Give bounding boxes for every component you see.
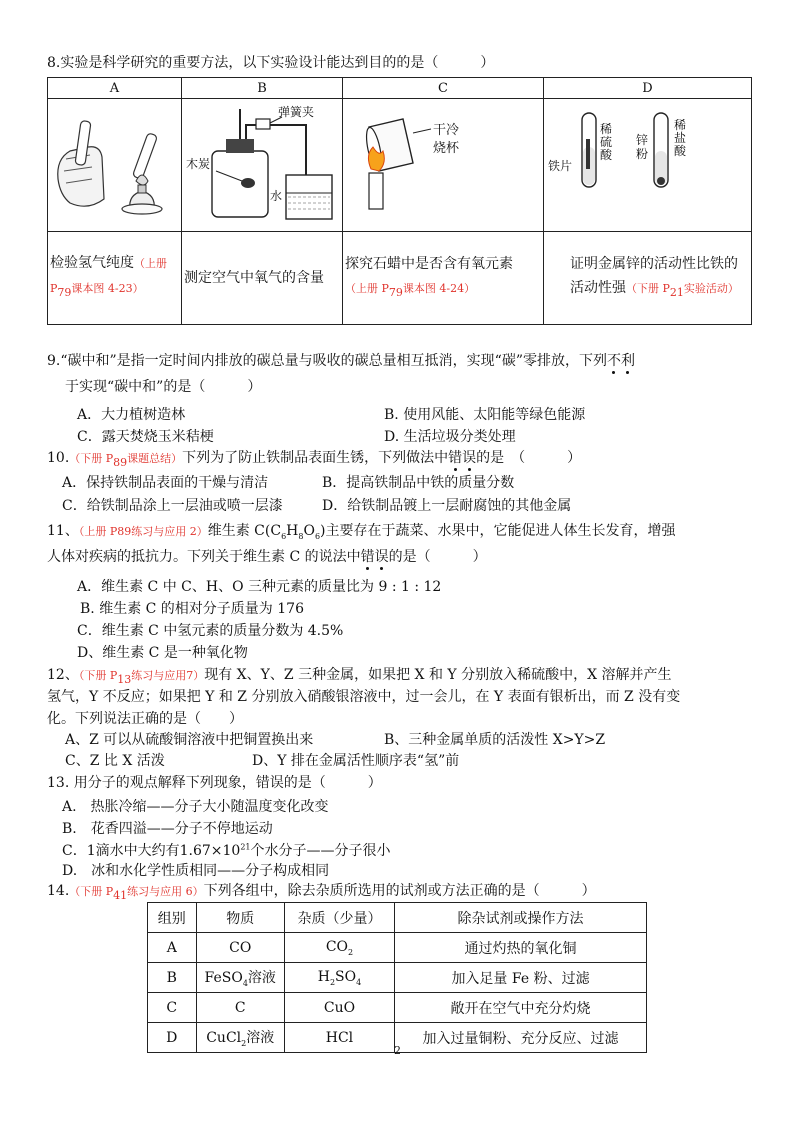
q8-c-ref-sub: 79 bbox=[388, 285, 403, 299]
q9-option-c: C．露天焚烧玉米秸梗 bbox=[77, 429, 214, 445]
q14-row-b-group: B bbox=[148, 963, 197, 993]
q8-a-ref-3: 课本图 4-23） bbox=[71, 282, 144, 296]
q14-row-b-impurity bbox=[284, 963, 394, 993]
q12-option-d: D、Y 排在金属活性顺序表“氢”前 bbox=[252, 753, 460, 769]
q11-ref: （上册 P89练习与应用 2） bbox=[78, 525, 208, 538]
q14-row-d-group: D bbox=[148, 1023, 197, 1053]
q12-stem-1: 现有 X、Y、Z 三种金属，如果把 X 和 Y 分别放入稀硫酸中，X 溶解并产生 bbox=[204, 667, 672, 683]
q14-row-b-substance-2: 溶液 bbox=[247, 970, 276, 987]
q8-option-b bbox=[182, 232, 343, 325]
q14-row-b-substance bbox=[196, 963, 284, 993]
q14-row-b-substance-sub: 4 bbox=[242, 978, 248, 988]
q9-option-d: D. 生活垃圾分类处理 bbox=[384, 429, 516, 445]
zn-char-2: 粉 bbox=[636, 147, 649, 161]
q14-row-b-method: 加入足量 Fe 粉、过滤 bbox=[395, 963, 647, 993]
q8-img-c bbox=[343, 99, 544, 232]
q14-row-c-impurity: CuO bbox=[284, 993, 394, 1023]
q10-option-a: A．保持铁制品表面的干燥与清洁 bbox=[62, 475, 269, 491]
q14-stem-text: 下列各组中，除去杂质所选用的试剂或方法正确的是（ ） bbox=[203, 883, 596, 899]
q14-row-a-group: A bbox=[148, 933, 197, 963]
q11-formula-sub-2: 8 bbox=[298, 531, 304, 541]
q11-number: 11、 bbox=[47, 523, 79, 539]
q12-option-b: B、三种金属单质的活泼性 X>Y>Z bbox=[384, 732, 606, 748]
q11-stem-3b: 的是（ ） bbox=[388, 549, 487, 565]
q9-option-b: B. 使用风能、太阳能等绿色能源 bbox=[384, 407, 586, 423]
q8-col-a: A bbox=[48, 78, 182, 99]
q12-option-c: C、Z 比 X 活泼 bbox=[65, 753, 165, 769]
q14-row-a-impurity-sub: 2 bbox=[348, 947, 354, 957]
q8-d-text: 证明金属锌的活动性比铁的活动性强 bbox=[570, 255, 738, 296]
q11-formula-sub-3: 6 bbox=[314, 531, 321, 541]
q9-stem-line1 bbox=[47, 350, 635, 370]
q11-formula-sub-1: 6 bbox=[281, 531, 287, 541]
q8-a-ref-1: （上册 bbox=[134, 257, 167, 271]
q14-row-d-substance-1: CuCl bbox=[206, 1030, 242, 1047]
q8-d-ref-1: （下册 P bbox=[626, 281, 670, 295]
zn-char-1: 锌 bbox=[636, 133, 649, 147]
q8-img-a bbox=[48, 99, 182, 232]
q8-c-text: 探究石蜡中是否含有氧元素 bbox=[345, 255, 513, 272]
q8-a-text: 检验氢气纯度 bbox=[50, 255, 134, 272]
q14-ref-2: 练习与应用 6） bbox=[127, 885, 204, 898]
q11-emph-2: 误 bbox=[374, 549, 389, 565]
q12-stem-line3: 化。下列说法正确的是（ ） bbox=[47, 711, 243, 727]
q9-option-a: A．大力植树造林 bbox=[77, 407, 186, 423]
acid2-char-1: 稀 bbox=[674, 118, 687, 132]
q10-ref-1: （下册 P bbox=[69, 452, 114, 465]
q8-col-d: D bbox=[544, 78, 752, 99]
q10-option-c: C．给铁制品涂上一层油或喷一层漆 bbox=[62, 498, 283, 514]
acid1-char-1: 稀 bbox=[600, 122, 613, 136]
q11-stem-2: )主要存在于蔬菜、水果中，它能促进人体生长发育，增强 bbox=[320, 523, 676, 539]
q12-stem-line2: 氢气，Y 不反应；如果把 Y 和 Z 分别放入硝酸银溶液中，过一会儿，在 Y 表面有银析出，而 Z 没有变 bbox=[47, 689, 681, 705]
q13-option-c-exponent: 21 bbox=[240, 842, 251, 852]
q14-row-a-method: 通过灼热的氧化铜 bbox=[395, 933, 647, 963]
q8-a-ref-sub: 79 bbox=[57, 285, 72, 299]
q14-row-a-impurity-1: CO bbox=[325, 938, 349, 955]
q10-stem bbox=[47, 447, 581, 469]
q8-img-b bbox=[182, 99, 343, 232]
q8-c-ref-1: （上册 P bbox=[345, 281, 389, 295]
hydrogen-purity-test-illustration bbox=[48, 99, 181, 231]
beaker-label-2: 烧杯 bbox=[433, 141, 460, 156]
q12-stem-line1 bbox=[47, 664, 672, 686]
acid1-char-3: 酸 bbox=[600, 148, 613, 162]
q14-row-a-substance: CO bbox=[196, 933, 284, 963]
water-label: 水 bbox=[270, 189, 283, 203]
q11-stem-line1 bbox=[47, 520, 676, 541]
q14-header-substance: 物质 bbox=[196, 903, 284, 933]
q12-number: 12、 bbox=[47, 667, 79, 683]
q10-option-d: D．给铁制品镀上一层耐腐蚀的其他金属 bbox=[322, 498, 572, 514]
q8-stem: 8.实验是科学研究的重要方法，以下实验设计能达到目的的是（ ） bbox=[47, 55, 495, 71]
q12-ref-1: （下册 P bbox=[78, 669, 118, 682]
q10-ref-2: 课题总结） bbox=[127, 452, 183, 465]
iron-sheet-label: 铁片 bbox=[548, 159, 573, 173]
q14-header-impurity: 杂质（少量） bbox=[284, 903, 394, 933]
q8-img-d bbox=[544, 99, 752, 232]
acid1-char-2: 硫 bbox=[600, 135, 613, 149]
q14-row-d-substance-2: 溶液 bbox=[246, 1030, 275, 1047]
table-row bbox=[148, 963, 647, 993]
q10-stem-2: 的是 （ ） bbox=[476, 450, 582, 466]
q14-row-a-impurity bbox=[284, 933, 394, 963]
q8-b-text: 测定空气中氧气的含量 bbox=[184, 270, 324, 286]
q8-option-d bbox=[544, 232, 752, 325]
q14-row-d-impurity: HCl bbox=[284, 1023, 394, 1053]
table-header-row bbox=[148, 903, 647, 933]
q8-col-b: B bbox=[182, 78, 343, 99]
dilute-sulfuric-acid-label bbox=[600, 123, 612, 162]
q10-number: 10. bbox=[47, 450, 70, 466]
q8-option-a bbox=[48, 232, 182, 325]
q12-ref-2: 练习与应用7） bbox=[131, 669, 205, 682]
q13-option-b: B. 花香四溢——分子不停地运动 bbox=[62, 821, 273, 837]
q8-d-ref-2: 实验活动） bbox=[683, 281, 739, 295]
q12-option-a: A、Z 可以从硫酸铜溶液中把铜置换出来 bbox=[65, 732, 314, 748]
dilute-hydrochloric-acid-label bbox=[674, 119, 686, 158]
q13-option-c bbox=[62, 840, 391, 860]
q13-option-a: A. 热胀冷缩——分子大小随温度变化改变 bbox=[62, 799, 329, 815]
q14-number: 14. bbox=[47, 883, 70, 899]
metal-acid-test-tubes-illustration bbox=[544, 99, 751, 231]
table-row bbox=[148, 933, 647, 963]
q14-header-method: 除杂试剂或操作方法 bbox=[395, 903, 647, 933]
q14-row-b-impurity-1: H bbox=[317, 968, 330, 985]
q9-emph-2: 利 bbox=[620, 353, 635, 369]
q11-stem-1: 维生素 C(C bbox=[207, 523, 282, 539]
q8-d-ref-sub: 21 bbox=[669, 285, 684, 299]
q11-emph-1: 错 bbox=[360, 549, 375, 565]
q13-option-c-1: C．1滴水中大约有1.67×10 bbox=[62, 843, 241, 859]
q14-table bbox=[147, 902, 647, 1053]
q10-emph-1: 错 bbox=[448, 450, 463, 466]
q8-col-c: C bbox=[343, 78, 544, 99]
q8-a-ref-2: P bbox=[50, 282, 58, 296]
acid2-char-2: 盐 bbox=[674, 131, 687, 145]
q11-stem-line2 bbox=[47, 546, 487, 566]
charcoal-label: 木炭 bbox=[186, 157, 211, 171]
q14-row-d-substance bbox=[196, 1023, 284, 1053]
q11-formula-o: O bbox=[303, 523, 315, 539]
q11-option-d: D、维生素 C 是一种氧化物 bbox=[77, 645, 248, 661]
q14-ref-1: （下册 P bbox=[69, 885, 114, 898]
q10-ref-sub: 89 bbox=[113, 455, 128, 469]
q14-row-c-substance: C bbox=[196, 993, 284, 1023]
q14-stem bbox=[47, 880, 596, 902]
q14-row-c-method: 敞开在空气中充分灼烧 bbox=[395, 993, 647, 1023]
spring-clip-label: 弹簧夹 bbox=[278, 105, 315, 119]
q9-stem-1: 9.“碳中和”是指一定时间内排放的碳总量与吸收的碳总量相互抵消，实现“碳”零排放，下列 bbox=[47, 353, 607, 369]
q14-row-b-impurity-sub-2: 4 bbox=[356, 977, 362, 987]
acid2-char-3: 酸 bbox=[674, 144, 687, 158]
beaker-label-1: 干冷 bbox=[433, 123, 460, 138]
q10-emph-2: 误 bbox=[462, 450, 477, 466]
q14-header-group: 组别 bbox=[148, 903, 197, 933]
q11-stem-3a: 人体对疾病的抵抗力。下列关于维生素 C 的说法中 bbox=[47, 549, 361, 565]
zinc-powder-label bbox=[636, 133, 648, 161]
q14-row-b-impurity-sub: 2 bbox=[329, 977, 336, 987]
q13-stem: 13. 用分子的观点解释下列现象，错误的是（ ） bbox=[47, 775, 382, 791]
q8-c-ref-2: 课本图 4-24） bbox=[402, 281, 476, 295]
q8-table bbox=[47, 77, 752, 325]
q13-option-c-2: 个水分子——分子很小 bbox=[250, 843, 391, 859]
q14-ref-sub: 41 bbox=[113, 888, 128, 902]
q11-option-c: C．维生素 C 中氢元素的质量分数为 4.5% bbox=[77, 623, 344, 639]
q14-row-d-method: 加入过量铜粉、充分反应、过滤 bbox=[395, 1023, 647, 1053]
q11-formula-h: H bbox=[286, 523, 299, 539]
q13-option-d: D. 冰和水化学性质相同——分子构成相同 bbox=[62, 863, 330, 879]
q10-option-b: B．提高铁制品中铁的质量分数 bbox=[322, 475, 515, 491]
q14-row-b-impurity-2: SO bbox=[335, 968, 357, 985]
q8-option-c bbox=[343, 232, 544, 325]
q9-stem-line2: 于实现“碳中和”的是（ ） bbox=[65, 379, 262, 395]
page-number: 2 bbox=[394, 1044, 401, 1057]
q9-emph-1: 不 bbox=[606, 353, 621, 369]
q14-row-c-group: C bbox=[148, 993, 197, 1023]
q10-stem-1: 下列为了防止铁制品表面生锈，下列做法中 bbox=[182, 450, 449, 466]
q14-row-b-substance-1: FeSO bbox=[204, 970, 243, 987]
q12-ref-sub: 13 bbox=[117, 672, 132, 686]
table-row bbox=[148, 993, 647, 1023]
q11-option-b: B. 维生素 C 的相对分子质量为 176 bbox=[80, 601, 304, 617]
q11-option-a: A．维生素 C 中 C、H、O 三种元素的质量比为 9 : 1 : 12 bbox=[77, 579, 442, 595]
q14-row-d-substance-sub: 2 bbox=[241, 1038, 247, 1048]
